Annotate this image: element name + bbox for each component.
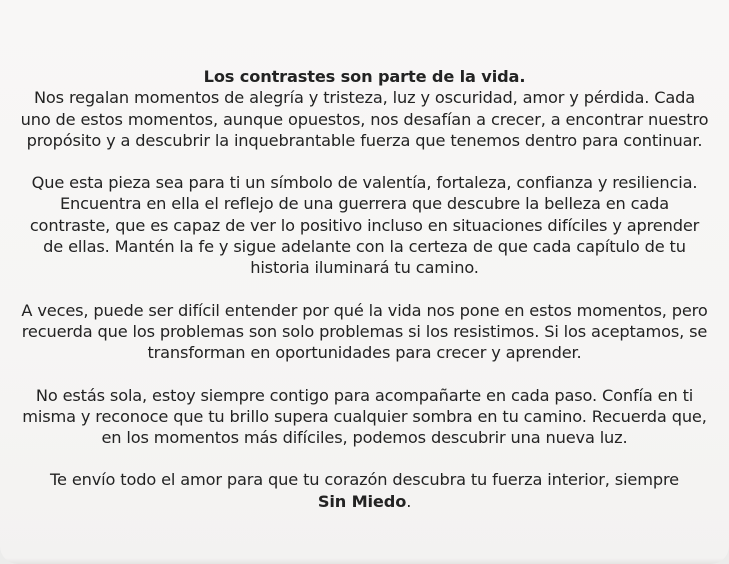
paragraph-3: A veces, puede ser difícil entender por qué la vida nos pone en estos momentos, pero recuerda que los problemas son solo problemas si los resistimos. Si los aceptamos, se transforman en oportunidades para crecer y aprender. (21, 300, 708, 363)
signature: Sin Miedo (317, 491, 407, 511)
paragraph-1: Nos regalan momentos de alegría y tristeza, luz y oscuridad, amor y pérdida. Cada uno de estos momentos, aunque opuestos, nos desafían a crecer, a encontrar nuestro propósito y a descubrir la inquebrantable fuerza que tenemos dentro para continuar. (20, 88, 709, 150)
message-body (18, 66, 711, 151)
signature-period: . (406, 491, 412, 511)
paragraph-2: Que esta pieza sea para ti un símbolo de valentía, fortaleza, confianza y resiliencia. Encuentra en ella el reflejo de una guerrera que descubre la belleza en cada contraste, que es capaz de ver lo positivo incluso en situaciones difíciles y aprender de ellas. Mantén la fe y sigue adelante con la certeza de que cada capítulo de tu historia iluminará tu camino. (29, 173, 700, 278)
card-text-block (18, 66, 711, 512)
paragraph-4: No estás sola, estoy siempre contigo para acompañarte en cada paso. Confía en ti misma y reconoce que tu brillo supera cualquier sombra en tu camino. Recuerda que, en los momentos más difíciles, podemos descubrir una nueva luz. (22, 385, 707, 448)
closing-text: Te envío todo el amor para que tu corazón descubra tu fuerza interior, siempre (50, 470, 679, 490)
closing-line (18, 469, 711, 512)
card-title: Los contrastes son parte de la vida. (203, 67, 526, 86)
